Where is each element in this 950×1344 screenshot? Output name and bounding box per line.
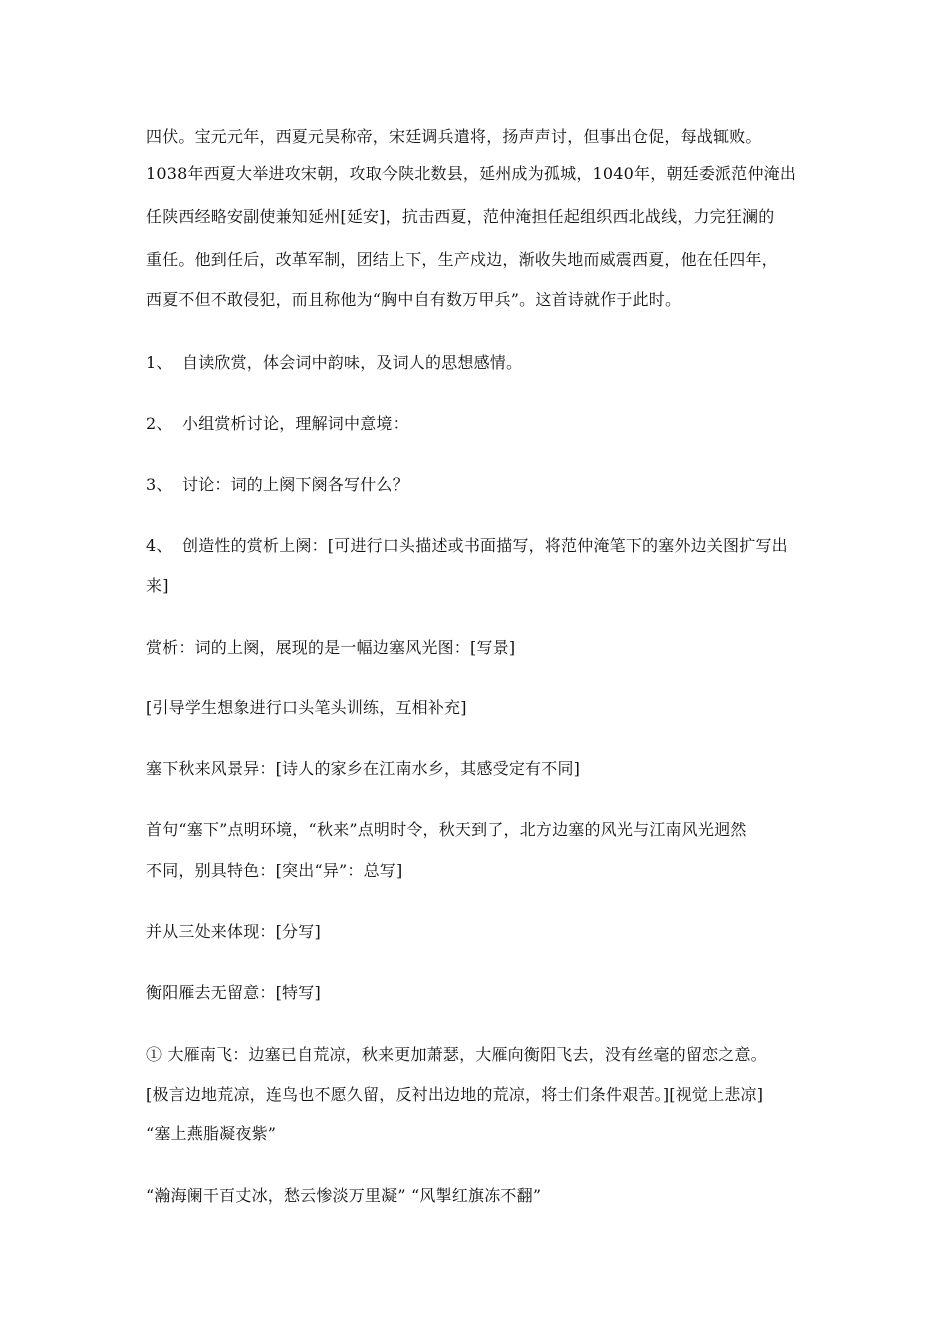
- analysis-line-7b: [极言边地荒凉，连鸟也不愿久留，反衬出边地的荒凉，将士们条件艰苦。][视觉上悲凉]: [146, 1085, 764, 1104]
- intro-line-3: 任陕西经略安副使兼知延州[延安]，抗击西夏，范仲淹担任起组织西北战线，力完狂澜的: [146, 207, 775, 226]
- intro-line-2: 1038年西夏大举进攻宋朝，攻取今陕北数县，延州成为孤城，1040年，朝廷委派范仲淹出: [146, 164, 797, 183]
- list-item-2: [146, 414, 826, 434]
- list-item-3: [146, 475, 826, 495]
- intro-line-5: 西夏不但不敢侵犯，而且称他为“胸中自有数万甲兵”。这首诗就作于此时。: [146, 290, 682, 309]
- analysis-line-7c: “塞上燕脂凝夜紫”: [146, 1124, 277, 1143]
- list-item-4-continuation: 来]: [146, 576, 169, 595]
- analysis-line-4b: 不同，别具特色：[突出“异”：总写]: [146, 861, 403, 880]
- list-item-1: [146, 353, 826, 373]
- intro-line-1: 四伏。宝元元年，西夏元昊称帝，宋廷调兵遣将，扬声声讨，但事出仓促，每战辄败。: [146, 127, 762, 146]
- list-item-number: 1、: [146, 353, 173, 372]
- analysis-line-7a: ① 大雁南飞：边塞已自荒凉，秋来更加萧瑟，大雁向衡阳飞去，没有丝毫的留恋之意。: [146, 1045, 767, 1064]
- list-item-text: 创造性的赏析上阕：[可进行口头描述或书面描写，将范仲淹笔下的塞外边关图扩写出: [182, 536, 788, 555]
- analysis-line-3: 塞下秋来风景异：[诗人的家乡在江南水乡，其感受定有不同]: [146, 759, 581, 778]
- list-item-number: 2、: [146, 414, 173, 433]
- analysis-line-1: 赏析：词的上阕，展现的是一幅边塞风光图：[写景]: [146, 638, 516, 657]
- list-item-4: [146, 536, 826, 556]
- list-item-number: 4、: [146, 536, 173, 555]
- list-item-text: 讨论：词的上阕下阕各写什么？: [182, 475, 409, 494]
- intro-line-4: 重任。他到任后，改革军制，团结上下，生产戍边，渐收失地而威震西夏，他在任四年，: [146, 250, 778, 269]
- analysis-line-5: 并从三处来体现：[分写]: [146, 922, 321, 941]
- list-item-text: 小组赏析讨论，理解词中意境：: [182, 414, 409, 433]
- analysis-line-4a: 首句“塞下”点明环境，“秋来”点明时令，秋天到了，北方边塞的风光与江南风光迥然: [146, 820, 747, 839]
- analysis-line-8: “瀚海阑干百丈冰，愁云惨淡万里凝” “风掣红旗冻不翻”: [146, 1186, 542, 1205]
- analysis-line-6: 衡阳雁去无留意：[特写]: [146, 983, 321, 1002]
- list-item-text: 自读欣赏，体会词中韵味，及词人的思想感情。: [182, 353, 523, 372]
- analysis-line-2: [引导学生想象进行口头笔头训练，互相补充]: [146, 698, 467, 717]
- list-item-number: 3、: [146, 475, 173, 494]
